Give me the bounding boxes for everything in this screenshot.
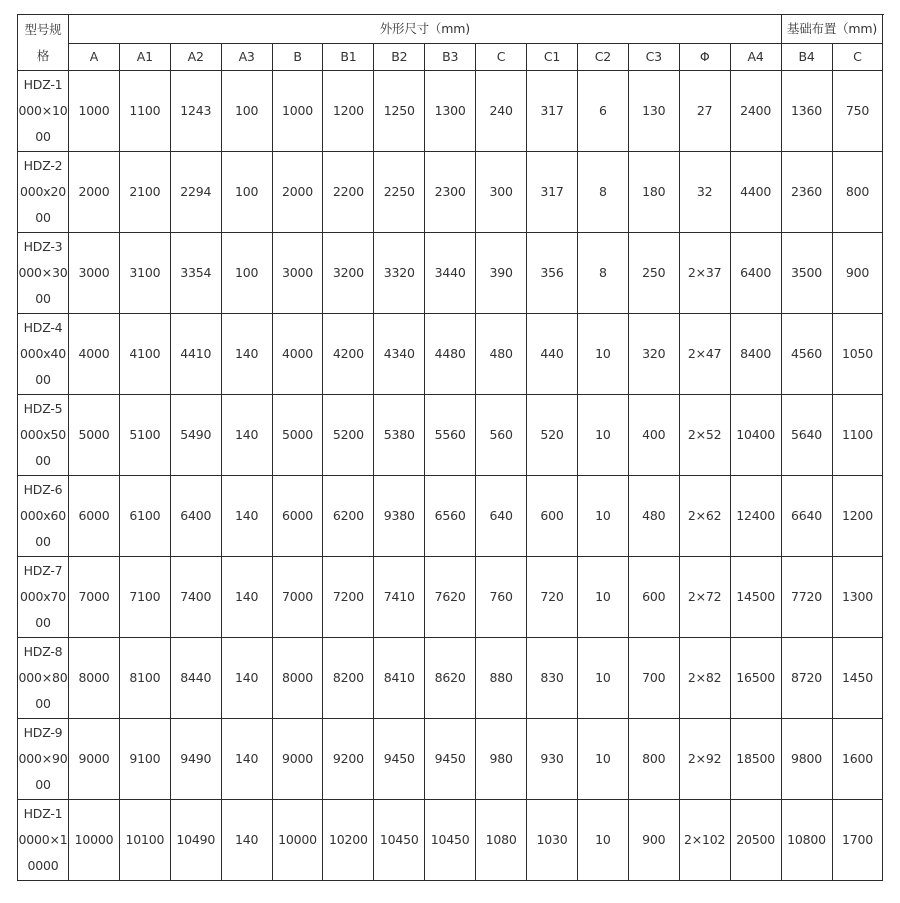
table-row — [18, 395, 883, 476]
value-cell: 2×92 — [679, 719, 730, 800]
model-line: 00 — [35, 291, 51, 306]
model-line: HDZ-8 — [23, 644, 63, 659]
value-cell: 7000 — [272, 557, 323, 638]
value-cell: 1200 — [323, 71, 374, 152]
value-cell: 4560 — [781, 314, 832, 395]
value-cell: 16500 — [730, 638, 781, 719]
value-cell: 4340 — [374, 314, 425, 395]
model-line: 000x40 — [20, 346, 66, 361]
value-cell: 1250 — [374, 71, 425, 152]
value-cell: 9000 — [272, 719, 323, 800]
value-cell: 2250 — [374, 152, 425, 233]
value-cell: 6400 — [730, 233, 781, 314]
value-cell: 2×102 — [679, 800, 730, 881]
value-cell: 10 — [577, 557, 628, 638]
value-cell: 1243 — [170, 71, 221, 152]
value-cell: 140 — [221, 476, 272, 557]
value-cell: 10100 — [119, 800, 170, 881]
value-cell: 560 — [476, 395, 527, 476]
value-cell: 3500 — [781, 233, 832, 314]
value-cell: 5490 — [170, 395, 221, 476]
value-cell: 2360 — [781, 152, 832, 233]
value-cell: 1360 — [781, 71, 832, 152]
value-cell: 3100 — [119, 233, 170, 314]
model-cell — [18, 719, 69, 800]
model-cell — [18, 476, 69, 557]
value-cell: 480 — [476, 314, 527, 395]
value-cell: 3320 — [374, 233, 425, 314]
value-cell: 1300 — [425, 71, 476, 152]
model-line: HDZ-7 — [23, 563, 63, 578]
value-cell: 5100 — [119, 395, 170, 476]
value-cell: 3000 — [69, 233, 120, 314]
value-cell: 10 — [577, 314, 628, 395]
table-row — [18, 557, 883, 638]
model-line: 00 — [35, 696, 51, 711]
value-cell: 4000 — [69, 314, 120, 395]
value-cell: 9380 — [374, 476, 425, 557]
table-row — [18, 476, 883, 557]
value-cell: 7410 — [374, 557, 425, 638]
value-cell: 10450 — [374, 800, 425, 881]
column-header: A — [69, 44, 120, 71]
value-cell: 180 — [628, 152, 679, 233]
value-cell: 250 — [628, 233, 679, 314]
value-cell: 130 — [628, 71, 679, 152]
value-cell: 10000 — [69, 800, 120, 881]
model-cell — [18, 557, 69, 638]
model-line: 00 — [35, 615, 51, 630]
value-cell: 8 — [577, 233, 628, 314]
value-cell: 7200 — [323, 557, 374, 638]
value-cell: 1100 — [832, 395, 883, 476]
table-row — [18, 638, 883, 719]
value-cell: 5000 — [272, 395, 323, 476]
value-cell: 1300 — [832, 557, 883, 638]
value-cell: 8100 — [119, 638, 170, 719]
value-cell: 317 — [527, 152, 578, 233]
value-cell: 720 — [527, 557, 578, 638]
model-line: HDZ-5 — [23, 401, 63, 416]
model-line: 0000 — [27, 858, 59, 873]
value-cell: 140 — [221, 800, 272, 881]
model-line: 00 — [35, 372, 51, 387]
value-cell: 440 — [527, 314, 578, 395]
value-cell: 6200 — [323, 476, 374, 557]
value-cell: 9490 — [170, 719, 221, 800]
value-cell: 750 — [832, 71, 883, 152]
model-line: HDZ-4 — [23, 320, 63, 335]
value-cell: 2200 — [323, 152, 374, 233]
value-cell: 10200 — [323, 800, 374, 881]
value-cell: 100 — [221, 152, 272, 233]
value-cell: 10 — [577, 800, 628, 881]
value-cell: 140 — [221, 557, 272, 638]
header-model-spec — [18, 15, 69, 71]
value-cell: 320 — [628, 314, 679, 395]
value-cell: 8720 — [781, 638, 832, 719]
value-cell: 4400 — [730, 152, 781, 233]
value-cell: 9200 — [323, 719, 374, 800]
value-cell: 9100 — [119, 719, 170, 800]
model-line: 000×90 — [18, 751, 68, 766]
model-line: 000×30 — [18, 265, 68, 280]
value-cell: 20500 — [730, 800, 781, 881]
header-row-groups — [18, 15, 883, 44]
value-cell: 5380 — [374, 395, 425, 476]
value-cell: 4200 — [323, 314, 374, 395]
model-line: HDZ-6 — [23, 482, 63, 497]
value-cell: 6000 — [69, 476, 120, 557]
value-cell: 480 — [628, 476, 679, 557]
value-cell: 3354 — [170, 233, 221, 314]
value-cell: 3200 — [323, 233, 374, 314]
value-cell: 140 — [221, 638, 272, 719]
value-cell: 520 — [527, 395, 578, 476]
value-cell: 4100 — [119, 314, 170, 395]
value-cell: 100 — [221, 233, 272, 314]
value-cell: 6640 — [781, 476, 832, 557]
value-cell: 2000 — [69, 152, 120, 233]
value-cell: 1600 — [832, 719, 883, 800]
value-cell: 10 — [577, 719, 628, 800]
model-cell — [18, 71, 69, 152]
model-cell — [18, 638, 69, 719]
value-cell: 7400 — [170, 557, 221, 638]
value-cell: 10 — [577, 395, 628, 476]
value-cell: 9000 — [69, 719, 120, 800]
value-cell: 5640 — [781, 395, 832, 476]
value-cell: 2×37 — [679, 233, 730, 314]
value-cell: 8200 — [323, 638, 374, 719]
model-line: HDZ-1 — [23, 806, 63, 821]
model-line: HDZ-2 — [23, 158, 63, 173]
table-body — [18, 15, 883, 881]
value-cell: 8400 — [730, 314, 781, 395]
value-cell: 3000 — [272, 233, 323, 314]
value-cell: 10800 — [781, 800, 832, 881]
value-cell: 6000 — [272, 476, 323, 557]
spec-table — [17, 14, 883, 881]
column-header: B — [272, 44, 323, 71]
value-cell: 7720 — [781, 557, 832, 638]
value-cell: 2100 — [119, 152, 170, 233]
model-cell — [18, 233, 69, 314]
header-foundation-layout: 基础布置（mm) — [781, 15, 883, 44]
value-cell: 8440 — [170, 638, 221, 719]
value-cell: 1030 — [527, 800, 578, 881]
column-header: B2 — [374, 44, 425, 71]
value-cell: 2300 — [425, 152, 476, 233]
column-header: A2 — [170, 44, 221, 71]
value-cell: 32 — [679, 152, 730, 233]
value-cell: 9450 — [374, 719, 425, 800]
value-cell: 1450 — [832, 638, 883, 719]
table-row — [18, 314, 883, 395]
value-cell: 930 — [527, 719, 578, 800]
value-cell: 10 — [577, 476, 628, 557]
value-cell: 8000 — [69, 638, 120, 719]
value-cell: 12400 — [730, 476, 781, 557]
value-cell: 1000 — [272, 71, 323, 152]
column-header: A3 — [221, 44, 272, 71]
model-line: 000x20 — [20, 184, 66, 199]
column-header: B3 — [425, 44, 476, 71]
value-cell: 2000 — [272, 152, 323, 233]
value-cell: 140 — [221, 719, 272, 800]
model-line: HDZ-3 — [23, 239, 63, 254]
model-line: 00 — [35, 534, 51, 549]
model-line: 000x70 — [20, 589, 66, 604]
value-cell: 6560 — [425, 476, 476, 557]
value-cell: 2×47 — [679, 314, 730, 395]
value-cell: 2294 — [170, 152, 221, 233]
value-cell: 10450 — [425, 800, 476, 881]
header-model-line: 型号规 — [24, 21, 62, 37]
value-cell: 2×62 — [679, 476, 730, 557]
value-cell: 4480 — [425, 314, 476, 395]
model-line: 000×10 — [18, 103, 68, 118]
value-cell: 1000 — [69, 71, 120, 152]
value-cell: 400 — [628, 395, 679, 476]
model-line: 00 — [35, 129, 51, 144]
table-row — [18, 152, 883, 233]
value-cell: 600 — [628, 557, 679, 638]
value-cell: 8 — [577, 152, 628, 233]
model-line: 0000×1 — [18, 832, 68, 847]
value-cell: 4410 — [170, 314, 221, 395]
value-cell: 6400 — [170, 476, 221, 557]
value-cell: 240 — [476, 71, 527, 152]
value-cell: 640 — [476, 476, 527, 557]
value-cell: 600 — [527, 476, 578, 557]
value-cell: 100 — [221, 71, 272, 152]
column-header: A4 — [730, 44, 781, 71]
column-header: C1 — [527, 44, 578, 71]
header-row-columns — [18, 44, 883, 71]
model-cell — [18, 800, 69, 881]
model-line: 00 — [35, 210, 51, 225]
value-cell: 1200 — [832, 476, 883, 557]
value-cell: 10000 — [272, 800, 323, 881]
value-cell: 760 — [476, 557, 527, 638]
value-cell: 800 — [628, 719, 679, 800]
value-cell: 7000 — [69, 557, 120, 638]
model-line: 000x60 — [20, 508, 66, 523]
value-cell: 27 — [679, 71, 730, 152]
value-cell: 3440 — [425, 233, 476, 314]
value-cell: 7100 — [119, 557, 170, 638]
column-header: B4 — [781, 44, 832, 71]
column-header: Φ — [679, 44, 730, 71]
table-row — [18, 233, 883, 314]
value-cell: 18500 — [730, 719, 781, 800]
value-cell: 5200 — [323, 395, 374, 476]
model-line: 000×80 — [18, 670, 68, 685]
value-cell: 6100 — [119, 476, 170, 557]
value-cell: 390 — [476, 233, 527, 314]
value-cell: 140 — [221, 395, 272, 476]
value-cell: 6 — [577, 71, 628, 152]
value-cell: 830 — [527, 638, 578, 719]
model-line: 00 — [35, 453, 51, 468]
column-header: C2 — [577, 44, 628, 71]
header-model-line: 格 — [36, 47, 50, 63]
value-cell: 300 — [476, 152, 527, 233]
model-cell — [18, 395, 69, 476]
value-cell: 140 — [221, 314, 272, 395]
value-cell: 2×72 — [679, 557, 730, 638]
value-cell: 317 — [527, 71, 578, 152]
value-cell: 900 — [628, 800, 679, 881]
model-cell — [18, 314, 69, 395]
value-cell: 4000 — [272, 314, 323, 395]
value-cell: 2400 — [730, 71, 781, 152]
value-cell: 10490 — [170, 800, 221, 881]
value-cell: 10 — [577, 638, 628, 719]
header-external-dimensions: 外形尺寸（mm) — [69, 15, 782, 44]
value-cell: 1050 — [832, 314, 883, 395]
value-cell: 900 — [832, 233, 883, 314]
table-row — [18, 800, 883, 881]
value-cell: 2×82 — [679, 638, 730, 719]
value-cell: 14500 — [730, 557, 781, 638]
value-cell: 5560 — [425, 395, 476, 476]
value-cell: 1700 — [832, 800, 883, 881]
column-header: C3 — [628, 44, 679, 71]
value-cell: 1100 — [119, 71, 170, 152]
model-line: HDZ-9 — [23, 725, 63, 740]
table-row — [18, 719, 883, 800]
value-cell: 5000 — [69, 395, 120, 476]
model-line: 00 — [35, 777, 51, 792]
value-cell: 9800 — [781, 719, 832, 800]
column-header: C — [832, 44, 883, 71]
value-cell: 880 — [476, 638, 527, 719]
value-cell: 980 — [476, 719, 527, 800]
model-line: 000x50 — [20, 427, 66, 442]
value-cell: 8000 — [272, 638, 323, 719]
value-cell: 700 — [628, 638, 679, 719]
column-header: A1 — [119, 44, 170, 71]
model-cell — [18, 152, 69, 233]
column-header: B1 — [323, 44, 374, 71]
value-cell: 9450 — [425, 719, 476, 800]
value-cell: 1080 — [476, 800, 527, 881]
value-cell: 800 — [832, 152, 883, 233]
model-line: HDZ-1 — [23, 77, 63, 92]
value-cell: 7620 — [425, 557, 476, 638]
value-cell: 8410 — [374, 638, 425, 719]
column-header: C — [476, 44, 527, 71]
value-cell: 356 — [527, 233, 578, 314]
value-cell: 10400 — [730, 395, 781, 476]
value-cell: 2×52 — [679, 395, 730, 476]
value-cell: 8620 — [425, 638, 476, 719]
table-row — [18, 71, 883, 152]
